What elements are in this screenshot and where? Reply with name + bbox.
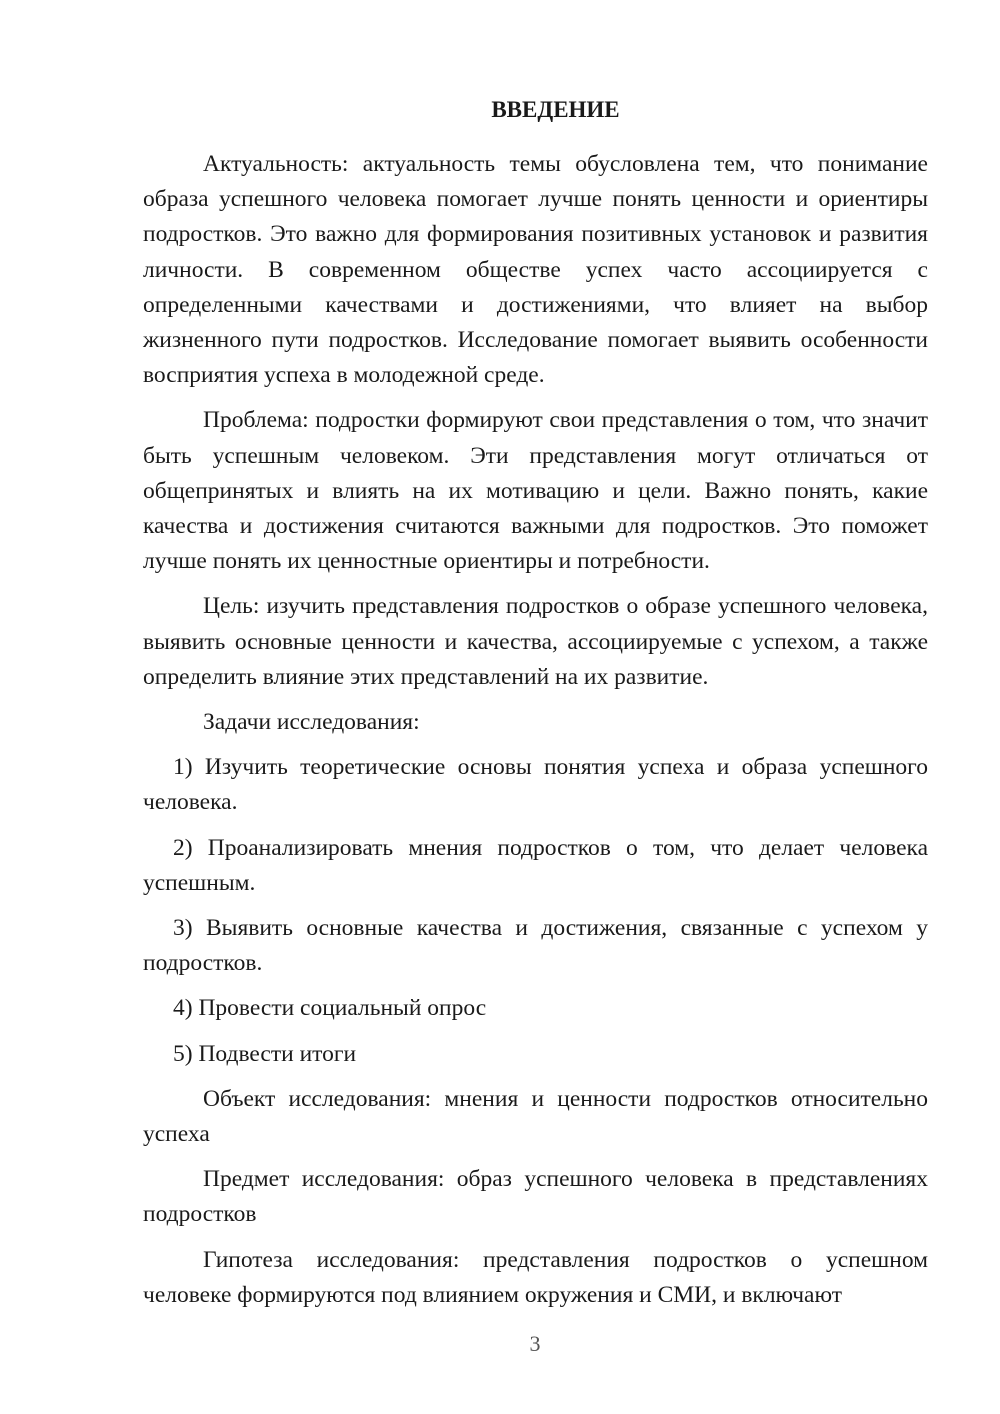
list-item: 2) Проанализировать мнения подростков о том, что делает человека успешным. (143, 834, 928, 896)
page-title: ВВЕДЕНИЕ (491, 97, 620, 122)
list-item: 4) Провести социальный опрос (173, 995, 487, 1022)
subject-paragraph: Предмет исследования: образ успешного человека в представлениях подростков (143, 1166, 928, 1228)
tasks-list (143, 750, 928, 1072)
problem-paragraph: Проблема: подростки формируют свои представления о том, что значит быть успешным человеком. Эти представления могут отличаться от общепринятых и влиять на их мотивацию и цели. Важно понять, какие качества и достижения считаются важными для подростков. Это поможет лучше понять их ценностные ориентиры и потребности. (143, 407, 928, 575)
page-number: 3 (529, 1331, 541, 1356)
list-item: 1) Изучить теоретические основы понятия успеха и образа успешного человека. (143, 754, 928, 816)
relevance-paragraph: Актуальность: актуальность темы обусловлена тем, что понимание образа успешного человека помогает лучше понять ценности и ориентиры подростков. Это важно для формирования позитивных установок и развития личности. В современном обществе успех часто ассоциируется с определенными качествами и достижениями, что влияет на выбор жизненного пути подростков. Исследование помогает выявить особенности восприятия успеха в молодежной среде. (143, 151, 928, 389)
list-item: 3) Выявить основные качества и достижения, связанные с успехом у подростков. (143, 915, 928, 977)
tasks-title: Задачи исследования: (203, 709, 420, 736)
hypothesis-paragraph: Гипотеза исследования: представления подростков о успешном человеке формируются под влиянием окружения и СМИ, и включают (143, 1246, 928, 1308)
object-paragraph: Объект исследования: мнения и ценности подростков относительно успеха (143, 1085, 928, 1148)
list-item: 5) Подвести итоги (173, 1040, 357, 1067)
page-content (143, 92, 928, 1323)
goal-paragraph: Цель: изучить представления подростков о образе успешного человека, выявить основные ценности и качества, ассоциируемые с успехом, а также определить влияние этих представлений на их развитие. (143, 593, 928, 690)
